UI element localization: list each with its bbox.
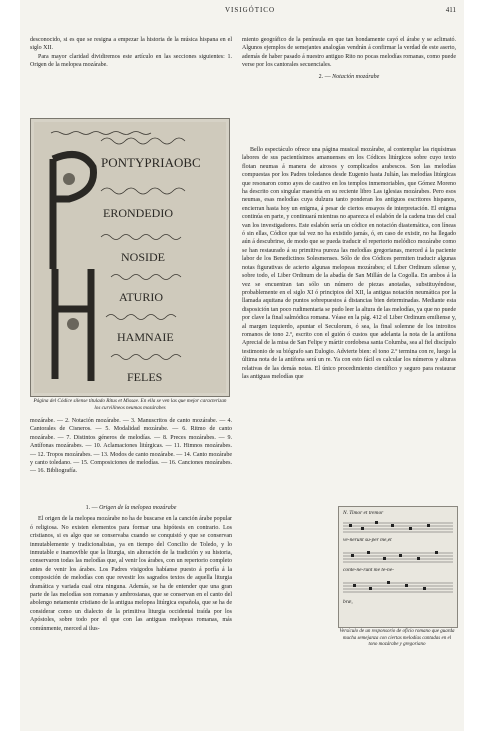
manuscript-line: PONTYPRIAOBC [101, 155, 201, 170]
section-contents: mozárabe. — 2. Notación mozárabe. — 3. Manuscritos de canto mozárabe. — 4. Cantorales de Cisneros. — 5. Modalidad mozárabe. — 6. Ritmo de canto mozárabe. — 7. Distintos géneros de melodías. — 8. Preces mozárabes. — 9. Antífonas mozárabes. — 10. Aclamaciones litúrgicas. — 11. Himnos mozárabes. — 12. Tropos mozárabes. — 13. Modos de canto mozárabe. — 14. Canto mozárabe y canto toledano. — 15. Composiciones de melodías. — 16. Canciones mozárabes. — 16. Bibliografía. [30, 418, 232, 475]
music-notation-figure [338, 506, 458, 628]
manuscript-line: ATURIO [119, 290, 163, 304]
section-heading [30, 504, 232, 512]
left-column-intro [30, 36, 232, 70]
music-lyric-line: conte-ne-runt me te-ne- [343, 567, 394, 573]
paragraph: Para mayor claridad dividiremos este artículo en las secciones siguientes: 1. Origen de la melopea mozárabe. [30, 53, 232, 69]
music-lyric-line: N. Timor et tremor [343, 510, 384, 516]
section-title: Notación mozárabe [332, 73, 380, 80]
paragraph: El origen de la melopea mozárabe no ha de buscarse en la canción árabe popular ó religiosa. No existen elementos para formar una hipótesis en contrario. Los cristianos, si es algo que se conservaba cuando se conquistó y que se conservan inmutablemente y tradicionalistas, ya en tiempo del Concilio de Toledo, y lo inmutable e inamovible que la liturgia, sin alteración de la tradición y su historia, conservaron todas las melodías que, al venir los árabes, con un repertorio completo antes de venir los árabes. Los Padres visigodos habíanse puesto á porfía á la composición de melodías con que revestir los sagrados textos de aquella liturgia dramática y variada cual otra ninguna. Además, se ha de entender que una gran parte de las melodías son romanas y ambrosianas, que se conservan en el canto del abolengo netamente cristiano de la antigua melopea litúrgica española, que se ha de considerar como un dialecto de la primitiva liturgia occidental traída por los Apóstoles, sobre todo por el que con las antiguas melopeas romanas, más comúnmente, merced al ilus- [30, 516, 232, 632]
page-number: 411 [445, 6, 456, 14]
manuscript-line: HAMNAIE [117, 330, 174, 344]
figure-caption: Página del Códice silense titulado Ritus et Missae. En ella se ven las que mejor caracterizan los curvilíneos neumas mozárabes [33, 398, 227, 411]
right-column-intro [242, 36, 456, 84]
manuscript-line: FELES [127, 370, 163, 384]
paragraph: miento geográfico de la península en que tan hondamente cayó el árabe y se aclimató. Algunos ejemplos de semejantes analogías vendrán á confirmar la verdad de este aserto, además de haber pasado á nuestro antiguo Rito no pocas melodías romanas, como puede verse por los cantorales secuenciales. [242, 37, 456, 69]
paragraph: desconocido, si es que se resigna a empezar la historia de la música hispana en el siglo XII. [30, 37, 232, 52]
left-column-body [30, 501, 232, 633]
manuscript-line: NOSIDE [121, 250, 165, 264]
section-heading [242, 73, 456, 81]
manuscript-line: ERONDEDIO [103, 206, 173, 220]
section-title: Origen de la melopea mozárabe [99, 505, 177, 511]
running-header-title: VISIGÓTICO [224, 6, 276, 14]
music-lyric-line: bræ, [343, 599, 353, 605]
manuscript-figure [30, 118, 230, 397]
section-number: 2. — [318, 73, 331, 80]
paragraph: Bello espectáculo ofrece una página musical mozárabe, al contemplar las riquísimas labores de sus pacientísimos amanuenses en los Códices litúrgicos sobre cuyo texto flotan neumas á manera de airosos y complicados arabescos. Son las melodías compuestas por los Padres toledanos desde Eugenio hasta Julián, las melodías litúrgicas que resonaron como ayes de cautivo en los templos inmemoriables, que Gómez Moreno ha descrito con singular maestría en su reciente libro Las iglesias mozárabes. Pero esos neumas, esas melodías cuya dulzura tanto ponderan los antiguos escritores hispanos, encierran hasta hoy un enigma, á pesar de ciertos ensayos de interpretación. El enigma continúa en parte, y continuará mientras no aparezca el eslabón de la cadena tras del cual van los investigadores. Este eslabón sería un códice en notación diastemática, con líneas ó sin ellas, Códice que tal vez no ha existido jamás, ó, en caso de existir, no ha llegado aún á descubrirse, de modo que se pueda traducir el repertorio melódico mozárabe como se han restaurado á su primitiva pureza las melodías gregorianas, merced á la paciente labor de los Benedictinos Solesmenses. Sólo de dos Códices permiten traducir algunas notas figurativas de acierto algunas melopeas mozárabes; el Liber Ordinum silense y, sobre todo, el Liber Ordinum de la abadía de San Millán de la Cogolla. En ambos á la vez se encuentran tan sólo un número de piezas anotadas, substituyéndose, probablemente en el siglo XI ó principios del XII, la antigua notación neumática por la llamada aquitana de puntos sobrepuestos á distancias bien determinadas. Mediante esta disposición tan poco rudimentaria se pudo leer la altura de las melodías, ya que no puede por clave la final salmódica romana. Véase en la pág. 412 el Liber Ordinum emiliense y, al margen izquierdo, apuntar el Seculorum, ó sea, la final solemne de los introitos romanos de tono 2.º, escrito con el guión ó custos que adelanta la nota de la antífona Aprecial de la misa de San Felipe y mártir cordobesa santa Columba, sea al fiel discípulo testimonio de su biógrafo san Eulogio. Advierte bien: el tono 2.º termina con re, luego la última nota de la antífona será un re. Ya con esto fácil es calcular los números y alturas relativas de las demás notas. El único procedimiento científico y seguro para restaurar las antiguas melodías que [242, 147, 456, 380]
page [20, 0, 464, 731]
manuscript-image [31, 119, 229, 396]
music-caption: Versículo de un responsorio de oficio romano que guarda mucha semejanza con ciertas melodías cantadas en el tono mozárabe y gregoriano [339, 629, 455, 648]
section-number: 1. — [85, 505, 98, 511]
music-lyric-line: ve-nerunt su-per me,et [343, 537, 392, 543]
right-column-body [242, 146, 456, 506]
